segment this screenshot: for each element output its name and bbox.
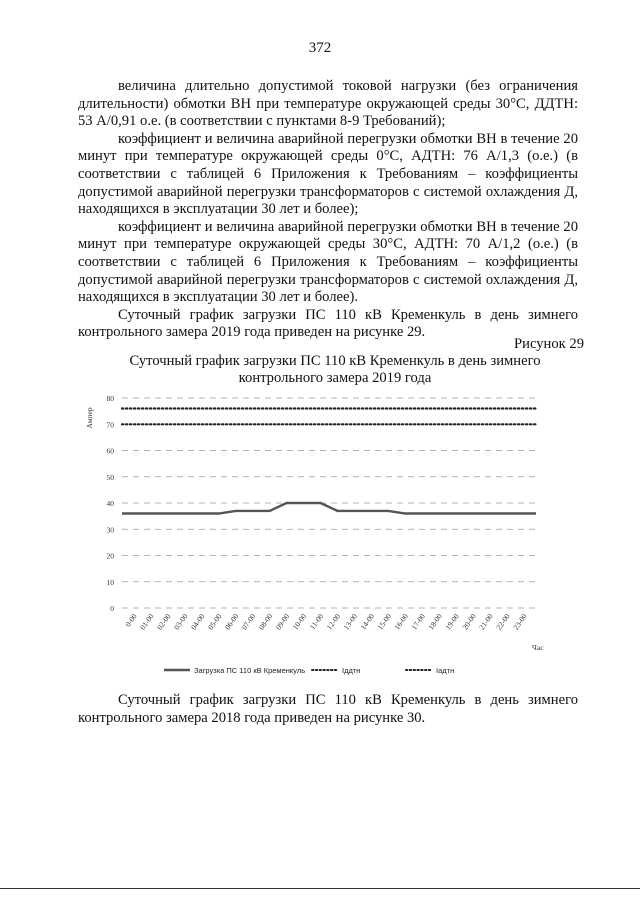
y-tick-label: 80 (106, 394, 114, 403)
chart-grid (122, 398, 536, 608)
y-tick-label: 0 (110, 604, 114, 613)
x-tick-label: 07-00 (239, 611, 258, 632)
body-text (78, 78, 578, 342)
x-tick-label: 15-00 (375, 611, 393, 632)
x-tick-label: 06-00 (222, 611, 241, 632)
x-tick-label: 12-00 (324, 611, 343, 632)
y-tick-label: 10 (106, 577, 114, 587)
x-axis-label: Час (532, 643, 544, 652)
chart-title: Суточный график загрузки ПС 110 кВ Кременкуль в день зимнего контрольного замера 2019 года (129, 353, 541, 386)
x-tick-label: 23-00 (511, 611, 529, 632)
y-tick-label: 60 (106, 446, 114, 456)
paragraph-ddtn-30: величина длительно допустимой токовой нагрузки (без ограничения длительности) обмотки ВН при температуре окружающей среды 30°С, ДДТН: 53 А/0,91 о.е. (в соответствии с пунктами 8-9 Требований); (78, 78, 578, 130)
y-axis-label: Ампер (85, 407, 94, 429)
y-tick-label: 70 (106, 420, 114, 430)
x-tick-label: 05-00 (206, 611, 224, 632)
page-bottom-rule (0, 888, 640, 889)
x-tick-label: 09-00 (273, 611, 292, 632)
x-axis-ticks (123, 612, 528, 632)
legend-label-1: Iддтн (342, 666, 361, 675)
y-tick-label: 30 (106, 525, 114, 535)
x-tick-label: 03-00 (172, 611, 190, 632)
x-tick-label: 18-00 (426, 611, 444, 632)
y-axis-ticks (107, 394, 115, 613)
legend-label-0: Загрузка ПС 110 кВ Кременкуль (194, 666, 306, 675)
chart-series (122, 409, 536, 514)
x-tick-label: 08-00 (256, 611, 275, 632)
legend-label-2: Iадтн (436, 666, 455, 675)
x-tick-label: 14-00 (358, 611, 377, 632)
y-tick-label: 20 (106, 551, 114, 561)
x-tick-label: 17-00 (409, 611, 427, 632)
paragraph-figure-ref-2019: Суточный график загрузки ПС 110 кВ Кременкуль в день зимнего контрольного замера 2019 года приведен на рисунке 29. (78, 306, 578, 341)
page-number: 372 (308, 40, 332, 56)
x-tick-label: 22-00 (494, 611, 512, 632)
paragraph-adtn-30: коэффициент и величина аварийной перегрузки обмотки ВН в течение 20 минут при температуре окружающей среды 30°С, АДТН: 70 А/1,2 (о.е.) (в соответствии с таблицей 6 Приложения к Требованиям – коэффициенты допустимой аварийной перегрузки трансформаторов с системой охлаждения Д, находящихся в эксплуатации 30 лет и более). (78, 218, 578, 306)
series-line-0 (122, 503, 536, 514)
paragraph-adtn-0: коэффициент и величина аварийной перегрузки обмотки ВН в течение 20 минут при температуре окружающей среды 0°С, АДТН: 76 А/1,3 (о.е.) (в соответствии с таблицей 6 Приложения к Требованиям – коэффициенты допустимой аварийной перегрузки трансформаторов с системой охлаждения Д, находящихся в эксплуатации 30 лет и более); (78, 130, 578, 218)
x-tick-label: 21-00 (477, 611, 495, 632)
x-tick-label: 19-00 (443, 611, 461, 632)
chart-legend (164, 666, 454, 675)
x-tick-label: 02-00 (155, 611, 173, 632)
figure-label: Рисунок 29 (514, 336, 584, 352)
x-tick-label: 20-00 (460, 611, 478, 632)
x-tick-label: 16-00 (392, 611, 410, 632)
paragraph-figure-ref-2018: Суточный график загрузки ПС 110 кВ Кременкуль в день зимнего контрольного замера 2018 года приведен на рисунке 30. (78, 692, 578, 726)
load-chart (84, 388, 554, 680)
x-tick-label: 0-00 (123, 611, 139, 629)
figure-ref-2018 (78, 692, 578, 727)
x-tick-label: 10-00 (290, 611, 309, 632)
x-tick-label: 13-00 (341, 611, 360, 632)
x-tick-label: 01-00 (138, 611, 156, 632)
x-tick-label: 04-00 (189, 611, 207, 632)
y-tick-label: 50 (106, 472, 114, 482)
x-tick-label: 11-00 (307, 611, 326, 632)
y-tick-label: 40 (106, 499, 114, 508)
